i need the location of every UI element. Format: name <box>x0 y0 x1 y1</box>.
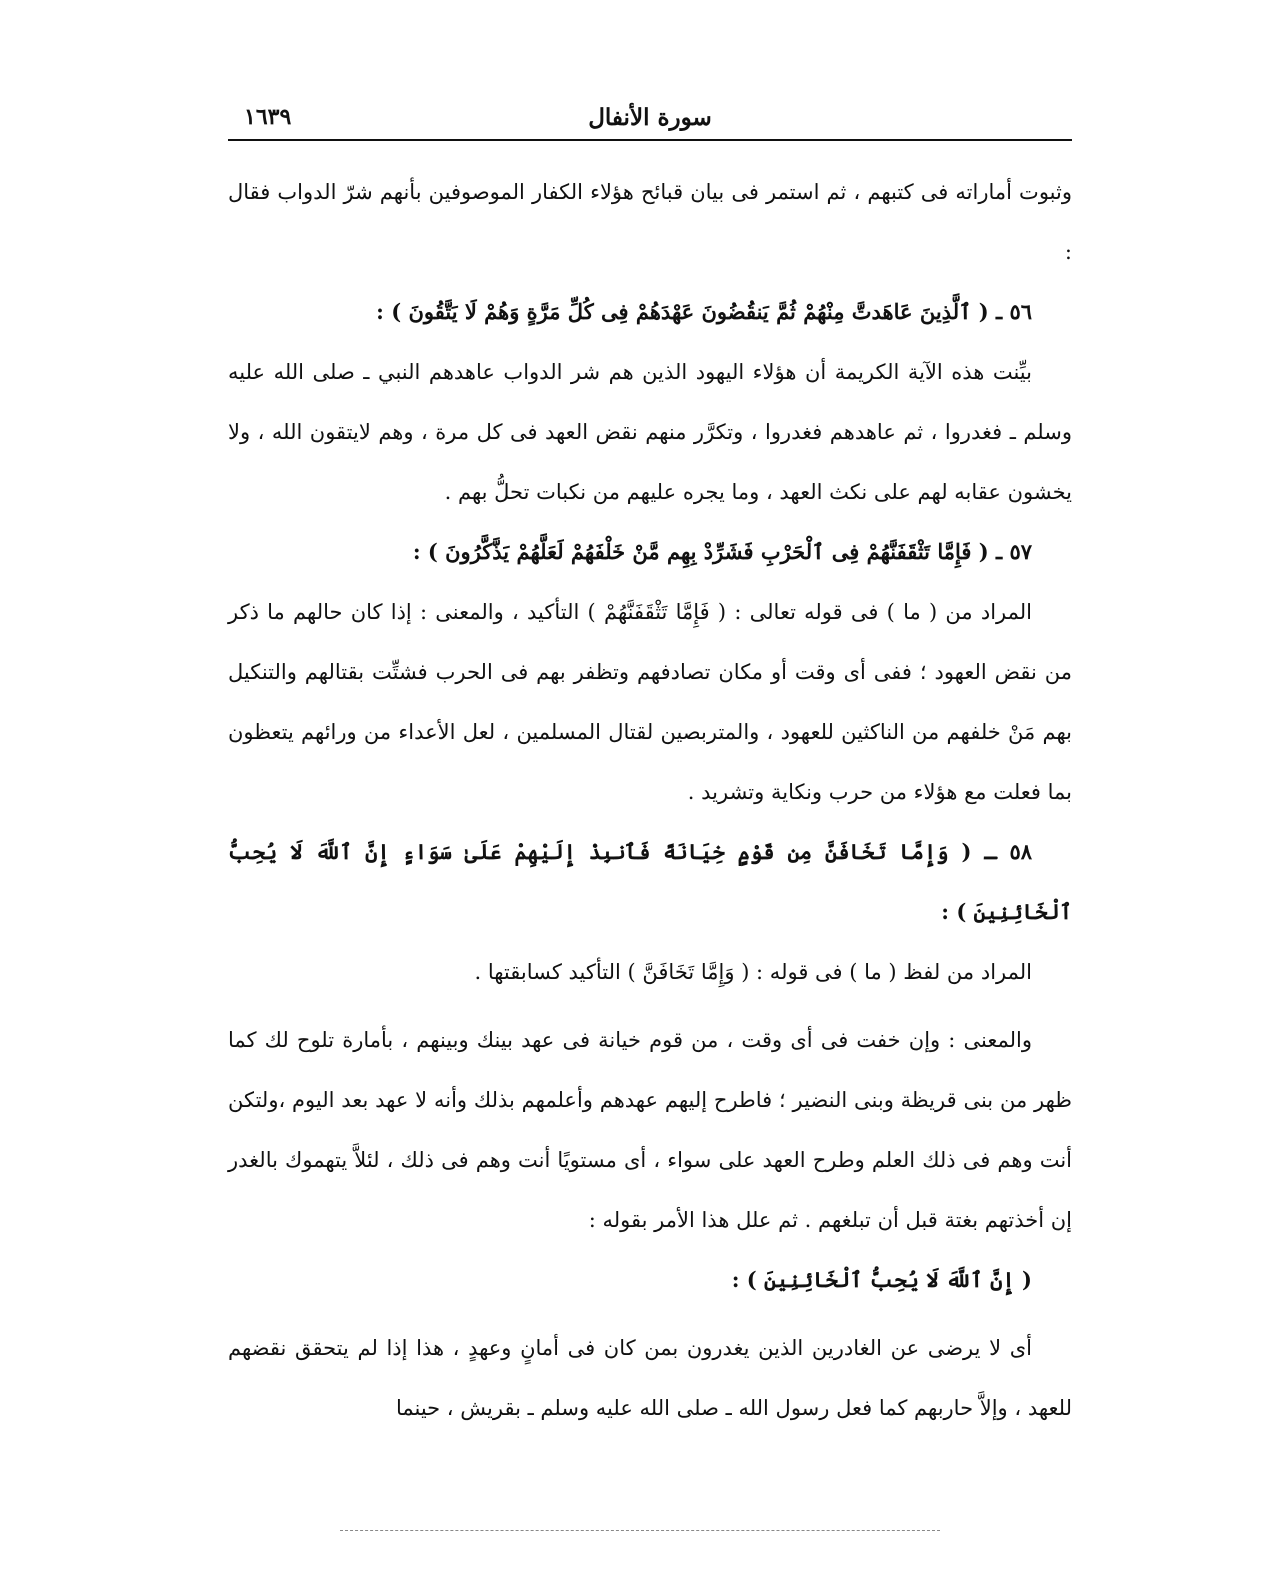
verse-57: ٥٧ ـ ( فَإِمَّا تَثْقَفَنَّهُمْ فِى ٱلْحَرْبِ فَشَرِّدْ بِهِم مَّنْ خَلْفَهُمْ لَعَلَّهُمْ يَذَّكَّرُونَ ) : <box>412 539 1032 564</box>
page-body <box>228 162 1072 1438</box>
paragraph-commentary-58: والمعنى : وإن خفت فى أى وقت ، من قوم خيانة فى عهد بينك وبينهم ، بأمارة تلوح لك كما ظهر من بنى قريظة وبنى النضير ؛ فاطرح إليهم عهدهم وأعلمهم بذلك وأنه لا عهد بعد اليوم ،ولتكن أنت وهم فى ذلك العلم وطرح العهد على سواء ، أى مستويًا أنت وهم فى ذلك ، لئلاَّ يتهموك بالغدر إن أخذتهم بغتة قبل أن تبلغهم . ثم علل هذا الأمر بقوله : <box>228 1028 1072 1232</box>
verse-58-excerpt: ( إِنَّ ٱللَّهَ لَا يُحِبُّ ٱلْخَائِنِينَ ) : <box>731 1267 1032 1292</box>
verse-58: ٥٨ ـ ( وَإِمَّا تَخَافَنَّ مِن قَوْمٍ خِيَانَةً فَٱنبِذْ إِلَيْهِمْ عَلَىٰ سَوَاءٍ إِنَّ ٱللَّهَ لَا يُحِبُّ ٱلْخَائِنِينَ ) : <box>228 839 1072 924</box>
paragraph-intro: وثبوت أماراته فى كتبهم ، ثم استمر فى بيان قبائح هؤلاء الكفار الموصوفين بأنهم شرّ الدواب فقال : <box>228 180 1072 264</box>
surah-title: سورة الأنفال <box>588 104 712 131</box>
page-number: ١٦٣٩ <box>244 104 292 130</box>
verse-56: ٥٦ ـ ( ٱلَّذِينَ عَاهَدتَّ مِنْهُمْ ثُمَّ يَنقُضُونَ عَهْدَهُمْ فِى كُلِّ مَرَّةٍ وَهُمْ لَا يَتَّقُونَ ) : <box>376 299 1032 324</box>
paragraph-commentary-57: المراد من ( ما ) فى قوله تعالى : ( فَإِمَّا تَثْقَفَنَّهُمْ ) التأكيد ، والمعنى : إذا كان حالهم ما ذكر من نقض العهود ؛ ففى أى وقت أو مكان تصادفهم وتظفر بهم فى الحرب فشتِّت بقتالهم والتنكيل بهم مَنْ خلفهم من الناكثين للعهود ، والمتربصين لقتال المسلمين ، لعل الأعداء من ورائهم يتعظون بما فعلت مع هؤلاء من حرب ونكاية وتشريد . <box>228 600 1072 804</box>
footer-line <box>340 1530 940 1531</box>
header-rule <box>228 139 1072 141</box>
paragraph-commentary-closing: أى لا يرضى عن الغادرين الذين يغدرون بمن كان فى أمانٍ وعهدٍ ، هذا إذا لم يتحقق نقضهم للعهد ، وإلاَّ حاربهم كما فعل رسول الله ـ صلى الله عليه وسلم ـ بقريش ، حينما <box>228 1336 1072 1420</box>
paragraph-ma-meaning: المراد من لفظ ( ما ) فى قوله : ( وَإِمَّا تَخَافَنَّ ) التأكيد كسابقتها . <box>474 960 1032 984</box>
paragraph-commentary-56: بيِّنت هذه الآية الكريمة أن هؤلاء اليهود الذين هم شر الدواب عاهدهم النبي ـ صلى الله عليه وسلم ـ فغدروا ، ثم عاهدهم فغدروا ، وتكرَّر منهم نقض العهد فى كل مرة ، وهم لايتقون الله ، ولا يخشون عقابه لهم على نكث العهد ، وما يجره عليهم من نكبات تحلُّ بهم . <box>228 360 1072 504</box>
page-header <box>228 104 1072 136</box>
